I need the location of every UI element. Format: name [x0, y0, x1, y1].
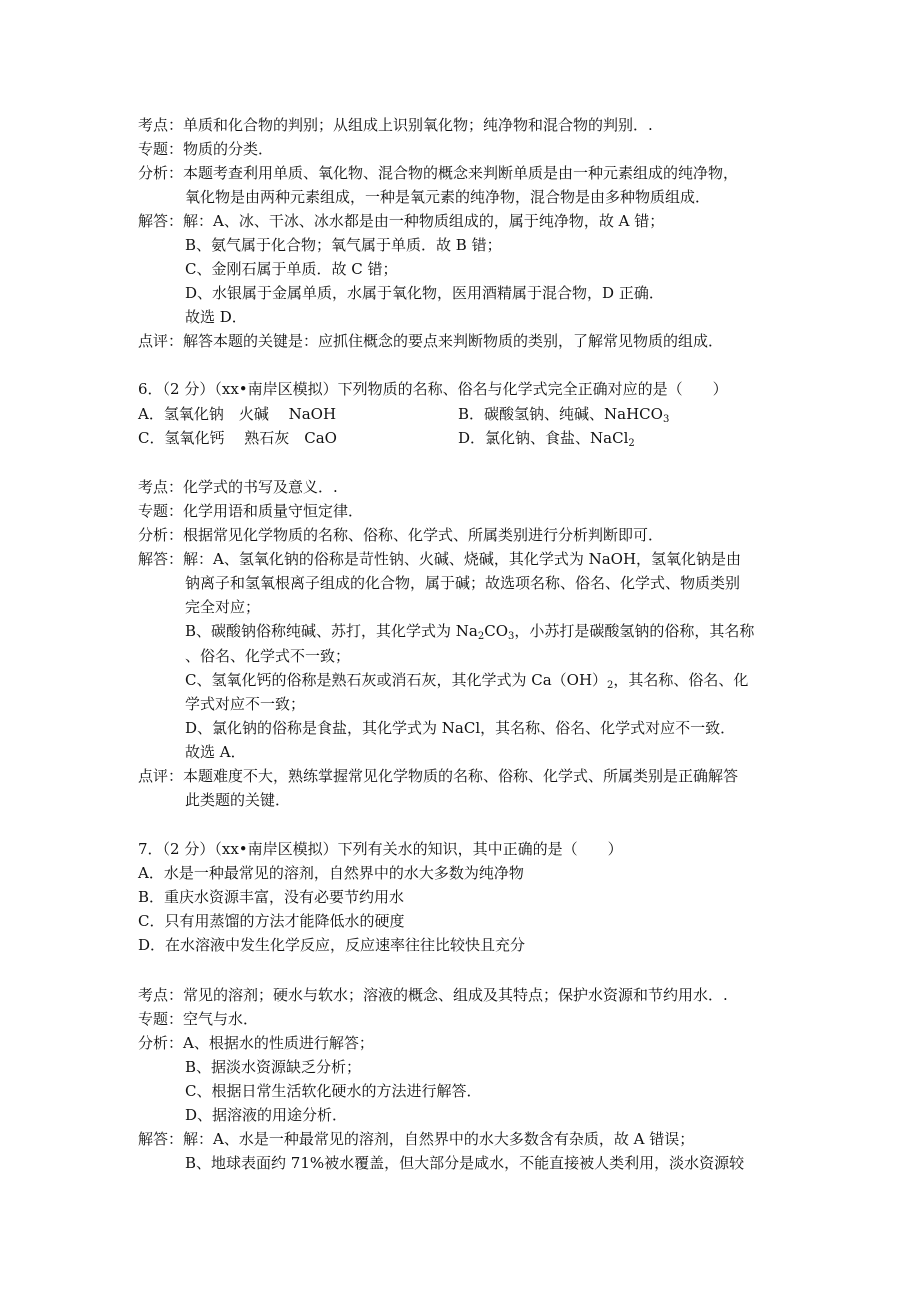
q7-zhuanti: 专题：空气与水．	[138, 1010, 259, 1028]
q7-option-c: C．只有用蒸馏的方法才能降低水的硬度	[138, 912, 405, 930]
q6-fenxi: 分析：根据常见化学物质的名称、俗称、化学式、所属类别进行分析判断即可．	[138, 526, 664, 544]
q7-option-d: D．在水溶液中发生化学反应，反应速率往往比较快且充分	[138, 936, 526, 954]
q6-jieda-7: 学式对应不一致；	[185, 695, 306, 713]
q5-jieda-4: D、水银属于金属单质，水属于氧化物，医用酒精属于混合物，D 正确．	[185, 284, 664, 302]
q6-jieda-2: 钠离子和氢氧根离子组成的化合物，属于碱；故选项名称、俗名、化学式、物质类别	[185, 574, 741, 592]
q6-option-b: B．碳酸氢钠、纯碱、NaHCO$_3$	[458, 405, 670, 425]
q6-stem: 6．（2 分）（xx•南岸区模拟）下列物质的名称、俗名与化学式完全正确对应的是（ ）	[138, 380, 728, 398]
q7-jieda-2: B、地球表面约 71%被水覆盖，但大部分是咸水，不能直接被人类利用，淡水资源较	[185, 1154, 745, 1172]
q5-fenxi-1: 分析：本题考查利用单质、氧化物、混合物的概念来判断单质是由一种元素组成的纯净物，	[138, 164, 739, 182]
q5-dianping: 点评：解答本题的关键是：应抓住概念的要点来判断物质的类别，了解常见物质的组成．	[138, 332, 724, 350]
q6-jieda-5: 、俗名、化学式不一致；	[185, 647, 351, 665]
q6-zhuanti: 专题：化学用语和质量守恒定律．	[138, 502, 364, 520]
q6-option-c: C．氢氧化钙 熟石灰 CaO	[138, 429, 337, 447]
q7-kaodian: 考点：常见的溶剂；硬水与软水；溶液的概念、组成及其特点；保护水资源和节约用水．.	[138, 986, 728, 1004]
q5-jieda-3: C、金刚石属于单质．故 C 错；	[185, 260, 398, 278]
q5-jieda-1: 解答：解：A、冰、干冰、冰水都是由一种物质组成的，属于纯净物，故 A 错；	[138, 212, 665, 230]
q7-stem: 7．（2 分）（xx•南岸区模拟）下列有关水的知识，其中正确的是（ ）	[138, 840, 623, 858]
q6-jieda-6: C、氢氧化钙的俗称是熟石灰或消石灰，其化学式为 $Ca(OH)_2$，其名称、俗名、化	[185, 671, 749, 691]
q5-zhuanti: 专题：物质的分类．	[138, 140, 274, 158]
q7-fenxi-4: D、据溶液的用途分析．	[185, 1106, 348, 1124]
q5-fenxi-2: 氧化物是由两种元素组成，一种是氧元素的纯净物，混合物是由多种物质组成．	[185, 188, 711, 206]
q5-jieda-5: 故选 D．	[185, 308, 247, 326]
q6-kaodian: 考点：化学式的书写及意义．.	[138, 478, 338, 496]
q6-option-a: A．氢氧化钠 火碱 NaOH	[138, 405, 337, 423]
q6-dianping-2: 此类题的关键．	[185, 791, 291, 809]
q6-jieda-4: B、碳酸钠俗称纯碱、苏打，其化学式为 $Na_2CO_3$，小苏打是碳酸氢钠的俗称，其名称	[185, 622, 755, 642]
q7-fenxi-1: 分析：A、根据水的性质进行解答；	[138, 1034, 374, 1052]
q6-dianping-1: 点评：本题难度不大，熟练掌握常见化学物质的名称、俗称、化学式、所属类别是正确解答	[138, 767, 739, 785]
q6-jieda-3: 完全对应；	[185, 598, 261, 616]
q6-jieda-9: 故选 A．	[185, 743, 246, 761]
q7-fenxi-2: B、据淡水资源缺乏分析；	[185, 1058, 362, 1076]
q7-jieda-1: 解答：解：A、水是一种最常见的溶剂，自然界中的水大多数含有杂质，故 A 错误；	[138, 1130, 695, 1148]
q6-option-d: D．氯化钠、食盐、NaCl$_2$	[458, 429, 635, 449]
q6-jieda-8: D、氯化钠的俗称是食盐，其化学式为 NaCl，其名称、俗名、化学式对应不一致．	[185, 719, 736, 737]
q5-jieda-2: B、氨气属于化合物；氧气属于单质．故 B 错；	[185, 236, 502, 254]
q6-jieda-1: 解答：解：A、氢氧化钠的俗称是苛性钠、火碱、烧碱，其化学式为 NaOH，氢氧化钠是由	[138, 550, 742, 568]
q7-option-b: B．重庆水资源丰富，没有必要节约用水	[138, 888, 405, 906]
q7-option-a: A．水是一种最常见的溶剂，自然界中的水大多数为纯净物	[138, 864, 524, 882]
q5-kaodian: 考点：单质和化合物的判别；从组成上识别氧化物；纯净物和混合物的判别．.	[138, 116, 653, 134]
q7-fenxi-3: C、根据日常生活软化硬水的方法进行解答．	[185, 1082, 482, 1100]
